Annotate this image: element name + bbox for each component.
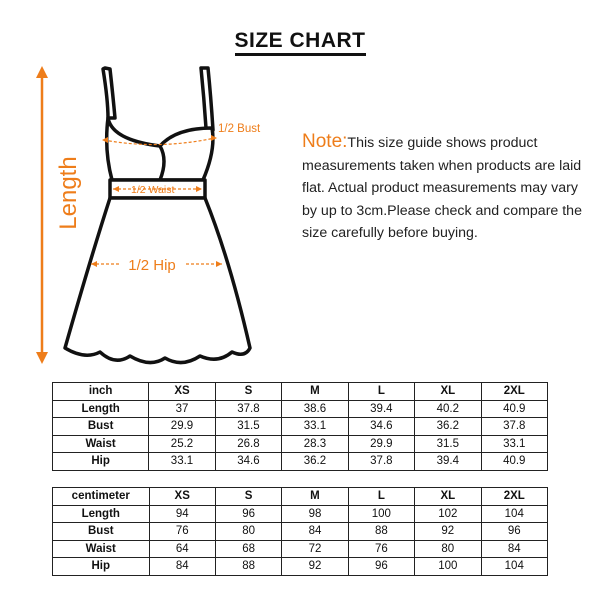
note-text: This size guide shows product measurements taken when products are laid flat. Actual product measurements may vary by up to 3cm.Please check and compare the size carefully before buying. [302,135,582,242]
size-header-cell: XS [149,383,215,401]
value-cell: 37.8 [215,400,281,418]
size-header-cell: XL [415,383,481,401]
value-cell: 34.6 [215,453,281,471]
value-cell: 39.4 [348,400,414,418]
size-header-cell: M [282,488,348,506]
value-cell: 100 [415,558,481,576]
value-cell: 39.4 [415,453,481,471]
size-header-cell: 2XL [481,488,547,506]
table-row [53,558,548,576]
value-cell: 29.9 [348,435,414,453]
table-header-row [53,383,548,401]
value-cell: 72 [282,540,348,558]
table-row [53,435,548,453]
hip-label: 1/2 Hip [128,257,176,274]
value-cell: 84 [149,558,215,576]
size-header-cell: S [215,488,281,506]
value-cell: 84 [481,540,547,558]
value-cell: 98 [282,505,348,523]
value-cell: 34.6 [348,418,414,436]
measurement-label-cell: Bust [53,418,149,436]
value-cell: 80 [415,540,481,558]
measurement-label-cell: Length [53,505,150,523]
table-row [53,400,548,418]
value-cell: 64 [149,540,215,558]
value-cell: 26.8 [215,435,281,453]
value-cell: 84 [282,523,348,541]
note-label: Note: [302,131,348,152]
skirt [65,198,250,363]
dress-diagram [0,0,300,380]
value-cell: 96 [348,558,414,576]
value-cell: 31.5 [415,435,481,453]
waist-label: 1/2 Waist [131,184,175,196]
value-cell: 104 [481,505,547,523]
measurement-label-cell: Waist [53,540,150,558]
value-cell: 96 [215,505,281,523]
value-cell: 37 [149,400,215,418]
value-cell: 36.2 [282,453,348,471]
value-cell: 92 [282,558,348,576]
page-title: SIZE CHART [0,29,600,53]
value-cell: 25.2 [149,435,215,453]
value-cell: 92 [415,523,481,541]
unit-header-cell: centimeter [53,488,150,506]
value-cell: 36.2 [415,418,481,436]
value-cell: 102 [415,505,481,523]
table-row [53,505,548,523]
value-cell: 33.1 [282,418,348,436]
size-header-cell: L [348,488,414,506]
size-header-cell: XS [149,488,215,506]
table-row [53,418,548,436]
unit-header-cell: inch [53,383,149,401]
table-row [53,523,548,541]
value-cell: 38.6 [282,400,348,418]
value-cell: 40.9 [481,400,547,418]
value-cell: 88 [215,558,281,576]
value-cell: 37.8 [481,418,547,436]
measurement-label-cell: Waist [53,435,149,453]
left-strap [103,68,115,118]
value-cell: 31.5 [215,418,281,436]
inch-size-table [52,382,548,471]
size-header-cell: 2XL [481,383,547,401]
length-arrow [36,66,48,364]
value-cell: 33.1 [149,453,215,471]
size-header-cell: S [215,383,281,401]
size-header-cell: M [282,383,348,401]
value-cell: 33.1 [481,435,547,453]
centimeter-size-table [52,487,548,576]
value-cell: 100 [348,505,414,523]
value-cell: 37.8 [348,453,414,471]
length-label: Length [55,156,82,230]
value-cell: 29.9 [149,418,215,436]
value-cell: 40.2 [415,400,481,418]
value-cell: 68 [215,540,281,558]
value-cell: 28.3 [282,435,348,453]
bust-label: 1/2 Bust [218,123,261,135]
right-strap [201,68,213,130]
size-header-cell: XL [415,488,481,506]
cm-table-body [53,488,548,576]
measurement-label-cell: Length [53,400,149,418]
value-cell: 96 [481,523,547,541]
table-row [53,540,548,558]
measurement-label-cell: Bust [53,523,150,541]
table-header-row [53,488,548,506]
size-note [302,131,592,245]
measurement-label-cell: Hip [53,453,149,471]
value-cell: 76 [348,540,414,558]
size-header-cell: L [348,383,414,401]
value-cell: 80 [215,523,281,541]
measurement-label-cell: Hip [53,558,150,576]
value-cell: 40.9 [481,453,547,471]
table-row [53,453,548,471]
value-cell: 76 [149,523,215,541]
value-cell: 104 [481,558,547,576]
inch-table-body [53,383,548,471]
value-cell: 88 [348,523,414,541]
value-cell: 94 [149,505,215,523]
